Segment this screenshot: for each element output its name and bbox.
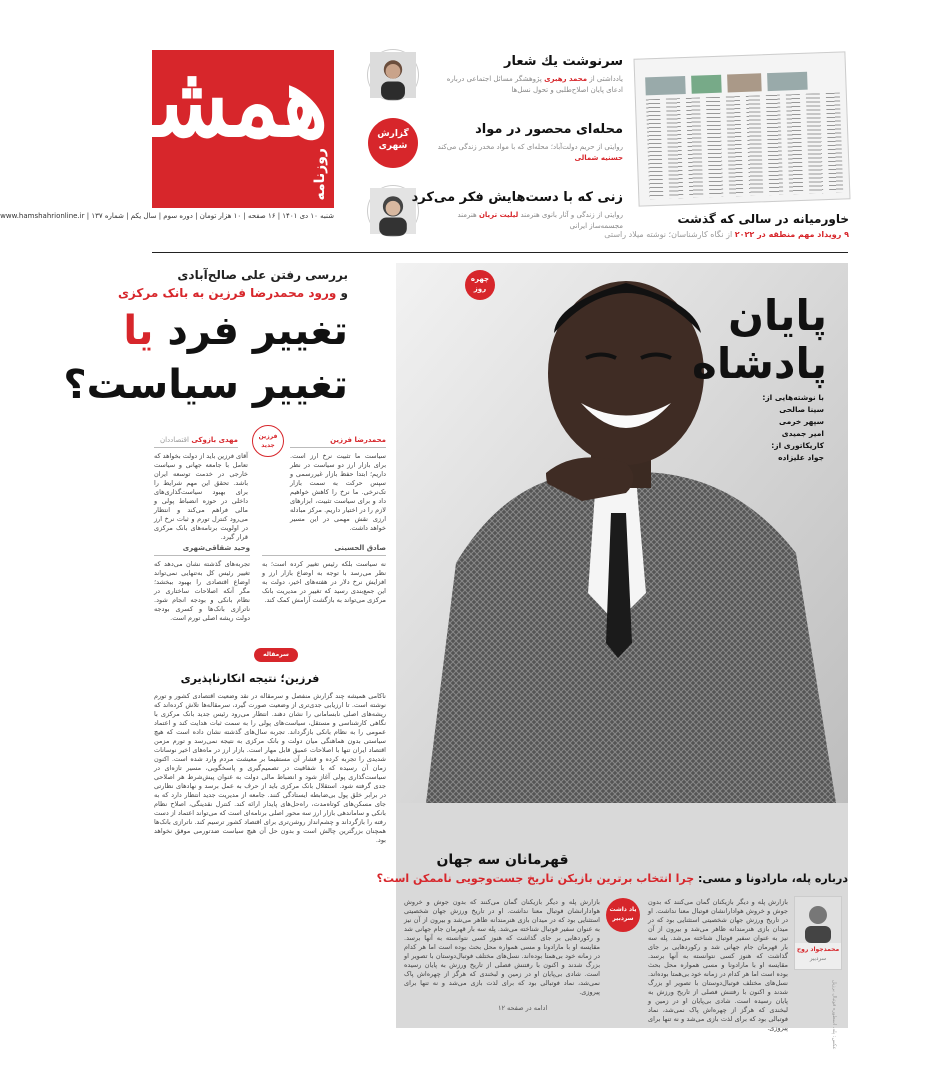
editor-name: محمدجواد روح xyxy=(796,946,840,953)
lead-kicker: بررسی رفتن علی صالح‌آبادی xyxy=(177,268,348,282)
new-farzin-badge: فرزین جدید xyxy=(252,425,284,457)
feature-title[interactable]: پایان xyxy=(728,291,827,340)
editorial-text: ناکامی همیشه چند گزارش منفصل و سرمقاله در نقد وضعیت اقتصادی کشور و تورم نوشته است. تا ارزیابی جدی‌تری از وضعیت صورت گیرد، سرمقاله‌ها تلاش کرده‌اند که ریشه‌های اصلی نابسامانی را نشان دهند. انتظار می‌رود رئیس جدید بانک مرکزی با نگاهی کارشناسی و مستقل، سیاست‌های پولی را به سمت ثبات هدایت کند و اعتماد عمومی را به نظام بانکی بازگرداند. تجربه سال‌های گذشته نشان داده است که هیچ سیاستی بدون هماهنگی میان دولت و بانک مرکزی به نتیجه نمی‌رسد و تورم مزمن اقتصاد ایران تنها با اصلاحات عمیق قابل مهار است. بازار ارز در ماه‌های اخیر نوسانات شدیدی را تجربه کرده و فشار آن مستقیما بر معیشت مردم وارد شده است. اکنون زمان آن رسیده که با شفافیت در تصمیم‌گیری و پاسخگویی، مسیر تازه‌ای در سیاست‌گذاری پولی آغاز شود و انضباط مالی دولت به عنوان پیش‌شرط هر اصلاحی جدی گرفته شود. استقلال بانک مرکزی باید از حرف به عمل برسد و نهادهای نظارتی در برابر خلق پول بی‌ضابطه ایستادگی کنند. جامعه از مدیریت جدید انتظار دارد که به جای مسکن‌های کوتاه‌مدت، راه‌حل‌های پایدار ارائه کند. کنترل نقدینگی، اصلاح نظام بانکی و ساماندهی بازار ارز سه محور اصلی برنامه‌ای است که می‌تواند اعتماد از دست رفته را بازگرداند و چشم‌انداز روشن‌تری برای اقتصاد کشور ترسیم کند. ناترازی بانک‌ها همچنان بزرگترین چالش است و بدون حل آن هیچ سیاست ضدتورمی موفق نخواهد بود. xyxy=(154,692,386,844)
feature-title-line2[interactable]: پادشاه xyxy=(692,339,827,388)
editor-role: سردبیر xyxy=(809,956,827,962)
column-author: صادق الحسینی xyxy=(262,544,386,556)
column-text: سیاست ما تثبیت نرخ ارز است. برای بازار ارز دو سیاست در نظر داریم؛ ابتدا حفظ بازار غیررسمی و سپس حرکت به سمت بازار تک‌نرخی. ما نرخ را کاهش خواهیم داد و برای سیاست تثبیت، ابزارهای لازم را در اختیار داریم. مرکز مبادله ارزی نقش مهمی در این مسیر خواهد داشت. xyxy=(290,452,386,532)
archive-title: خاورمیانه در سالی که گذشت xyxy=(677,212,849,226)
teaser-subtitle: روایتی از حریم دولت‌آباد؛ محله‌ای که با مواد مخدر زندگی می‌کند حسنیه شمالی xyxy=(437,143,623,162)
editorial-tag: سرمقاله xyxy=(254,648,298,662)
column-text: تجربه‌های گذشته نشان می‌دهد که تغییر رئیس کل به‌تنهایی نمی‌تواند اوضاع اقتصادی را بهبود ببخشد؛ مگر آنکه اصلاحات ساختاری در نظام بانکی و بودجه انجام شود. ناترازی بانک‌ها و کسری بودجه دولت ریشه اصلی تورم است. xyxy=(154,560,250,622)
author-portrait xyxy=(368,50,418,100)
teaser-title: محله‌ای محصور در مواد xyxy=(475,122,623,137)
teaser-subtitle: روایتی از زندگی و آثار بانوی هنرمند لیلیت تریان هنرمند مجسمه‌ساز ایرانی xyxy=(457,211,623,230)
teaser-subtitle: یادداشتی از محمد رهبری پژوهشگر مسائل اجتماعی درباره ادعای پایان اصلاح‌طلبی و تحول نسل‌ها xyxy=(446,75,623,94)
column-author: مهدی بازوکی اقتصاددان xyxy=(154,436,238,448)
feature-credits: با نوشته‌هایی از: سینا صالحی سپهر خرمی امیر جمیدی کاریکاتوری از: جواد علیزاده xyxy=(762,393,824,462)
teaser-neighborhood[interactable] xyxy=(368,118,623,174)
continue-link[interactable]: ادامه در صفحه ۱۲ xyxy=(498,1004,548,1012)
teaser-title: زنی که با دست‌هایش فکر می‌کرد xyxy=(411,190,623,205)
photo-side-caption: عکس: پله، اسطوره فوتبال برزیل xyxy=(831,980,837,1050)
teaser-slogan[interactable] xyxy=(368,50,623,106)
logo-subtitle: روزنامه xyxy=(312,147,328,200)
lead-headline-line2[interactable]: تغییر سیاست؟ xyxy=(63,362,348,408)
archive-subtitle: ۹ رویداد مهم منطقه در ۲۰۲۲ از نگاه کارشناسان؛ نوشته میلاد راستی xyxy=(604,230,849,239)
editorial-title[interactable]: فرزین؛ نتیجه انکارناپذیری xyxy=(180,672,320,685)
teaser-woman-artist[interactable] xyxy=(368,186,623,242)
column-author: وحید شقاقی‌شهری xyxy=(154,544,250,556)
feature-body-text: بازارش پله و دیگر بازیکنان گمان می‌کنند که بدون جوش و خروش هوادارانشان فوتبال معنا نداشت. او در تاریخ ورزش جهان شخصیتی استثنایی بود که در میدان بازی هنرمندانه ظاهر می‌شد و بیرون از آن نیز به عنوان سفیر فوتبال شناخته می‌شد. پله سه بار قهرمان جام جهانی شد و رکوردهایی بر جای گذاشت که هنوز کسی نتوانسته به آنها برسد. مقایسه او با مارادونا و مسی همواره محل بحث بوده است اما هر کدام در زمانه خود بی‌همتا بوده‌اند. نسل‌های مختلف فوتبال‌دوستان با تصویر او بزرگ شدند و اکنون با رفتنش فصلی از تاریخ ورزش به پایان رسیده است. شادی بی‌پایان او در زمین و لبخندی که هرگز از چهره‌اش پاک نمی‌شد، نماد فوتبالی بود که برای لذت بازی می‌شد و نه تنها برای پیروزی. xyxy=(404,898,600,996)
feature-body-text-2: بازارش پله و دیگر بازیکنان گمان می‌کنند که بدون جوش و خروش هوادارانشان فوتبال معنا نداشت. او در تاریخ ورزش جهان شخصیتی استثنایی بود که در میدان بازی هنرمندانه ظاهر می‌شد و بیرون از آن نیز به عنوان سفیر فوتبال شناخته می‌شد. پله سه بار قهرمان جام جهانی شد و رکوردهایی بر جای گذاشت که هنوز کسی نتوانسته به آنها برسد. مقایسه او با مارادونا و مسی همواره محل بحث بوده است اما هر کدام در زمانه خود بی‌همتا بوده‌اند. نسل‌های مختلف فوتبال‌دوستان با تصویر او بزرگ شدند و اکنون با رفتنش فصلی از تاریخ ورزش به پایان رسیده است. شادی بی‌پایان او در زمین و لبخندی که هرگز از چهره‌اش پاک نمی‌شد، نماد فوتبالی بود که برای لذت بازی می‌شد و نه تنها برای پیروزی. xyxy=(648,898,788,1032)
editor-note-badge: یاد داشت سردبیر xyxy=(606,898,640,932)
teaser-title: سرنوشت يك شعار xyxy=(504,54,623,69)
masthead-divider xyxy=(152,252,848,253)
artist-portrait xyxy=(368,186,418,236)
column-text: نه سیاست بلکه رئیس تغییر کرده است؛ به نظر می‌رسد با توجه به اوضاع بازار ارز و افزایش نرخ دلار در هفته‌های اخیر، دولت به این جمع‌بندی رسید که تغییر در مدیریت بانک مرکزی می‌تواند به بازگشت آرامش کمک کند. xyxy=(262,560,386,604)
issue-line: شنبه ۱۰ دی ۱۴۰۱ | ۱۶ صفحه | ۱۰ هزار تومان | دوره سوم | سال یکم | شماره ۱۳۷ | www.hamshahrionline.ir xyxy=(0,212,334,220)
city-report-badge: گزارش شهری xyxy=(368,118,418,168)
column-text: آقای فرزین باید از دولت بخواهد که تعامل با جامعه جهانی و سیاست خارجی در خدمت توسعه ایران باشد. تحقق این مهم شرایط را برای بهبود سیاست‌گذاری‌های داخلی در حوزه انضباط پولی و مالی فراهم می‌کند و انتظار می‌رود کنترل تورم و ثبات نرخ ارز در اولویت برنامه‌های بانک مرکزی قرار گیرد. xyxy=(154,452,248,541)
inside-page-thumbnail[interactable] xyxy=(633,51,850,206)
feature-caption-subtitle: درباره پله، مارادونا و مسی: چرا انتخاب برترین بازیکن تاریخ جست‌وجویی ناممکن است؟ xyxy=(376,872,848,885)
feature-caption-title[interactable]: قهرمانان سه جهان xyxy=(436,852,569,868)
column-author: محمدرضا فرزین xyxy=(290,436,386,448)
lead-headline[interactable]: تغییر فرد یا xyxy=(123,308,348,354)
lead-kicker-red: و ورود محمدرضا فرزین به بانک مرکزی xyxy=(117,286,348,300)
logo-wordmark: همشهری xyxy=(1,43,328,160)
face-of-day-badge: چهره روز xyxy=(465,270,495,300)
newspaper-logo xyxy=(1,43,334,208)
